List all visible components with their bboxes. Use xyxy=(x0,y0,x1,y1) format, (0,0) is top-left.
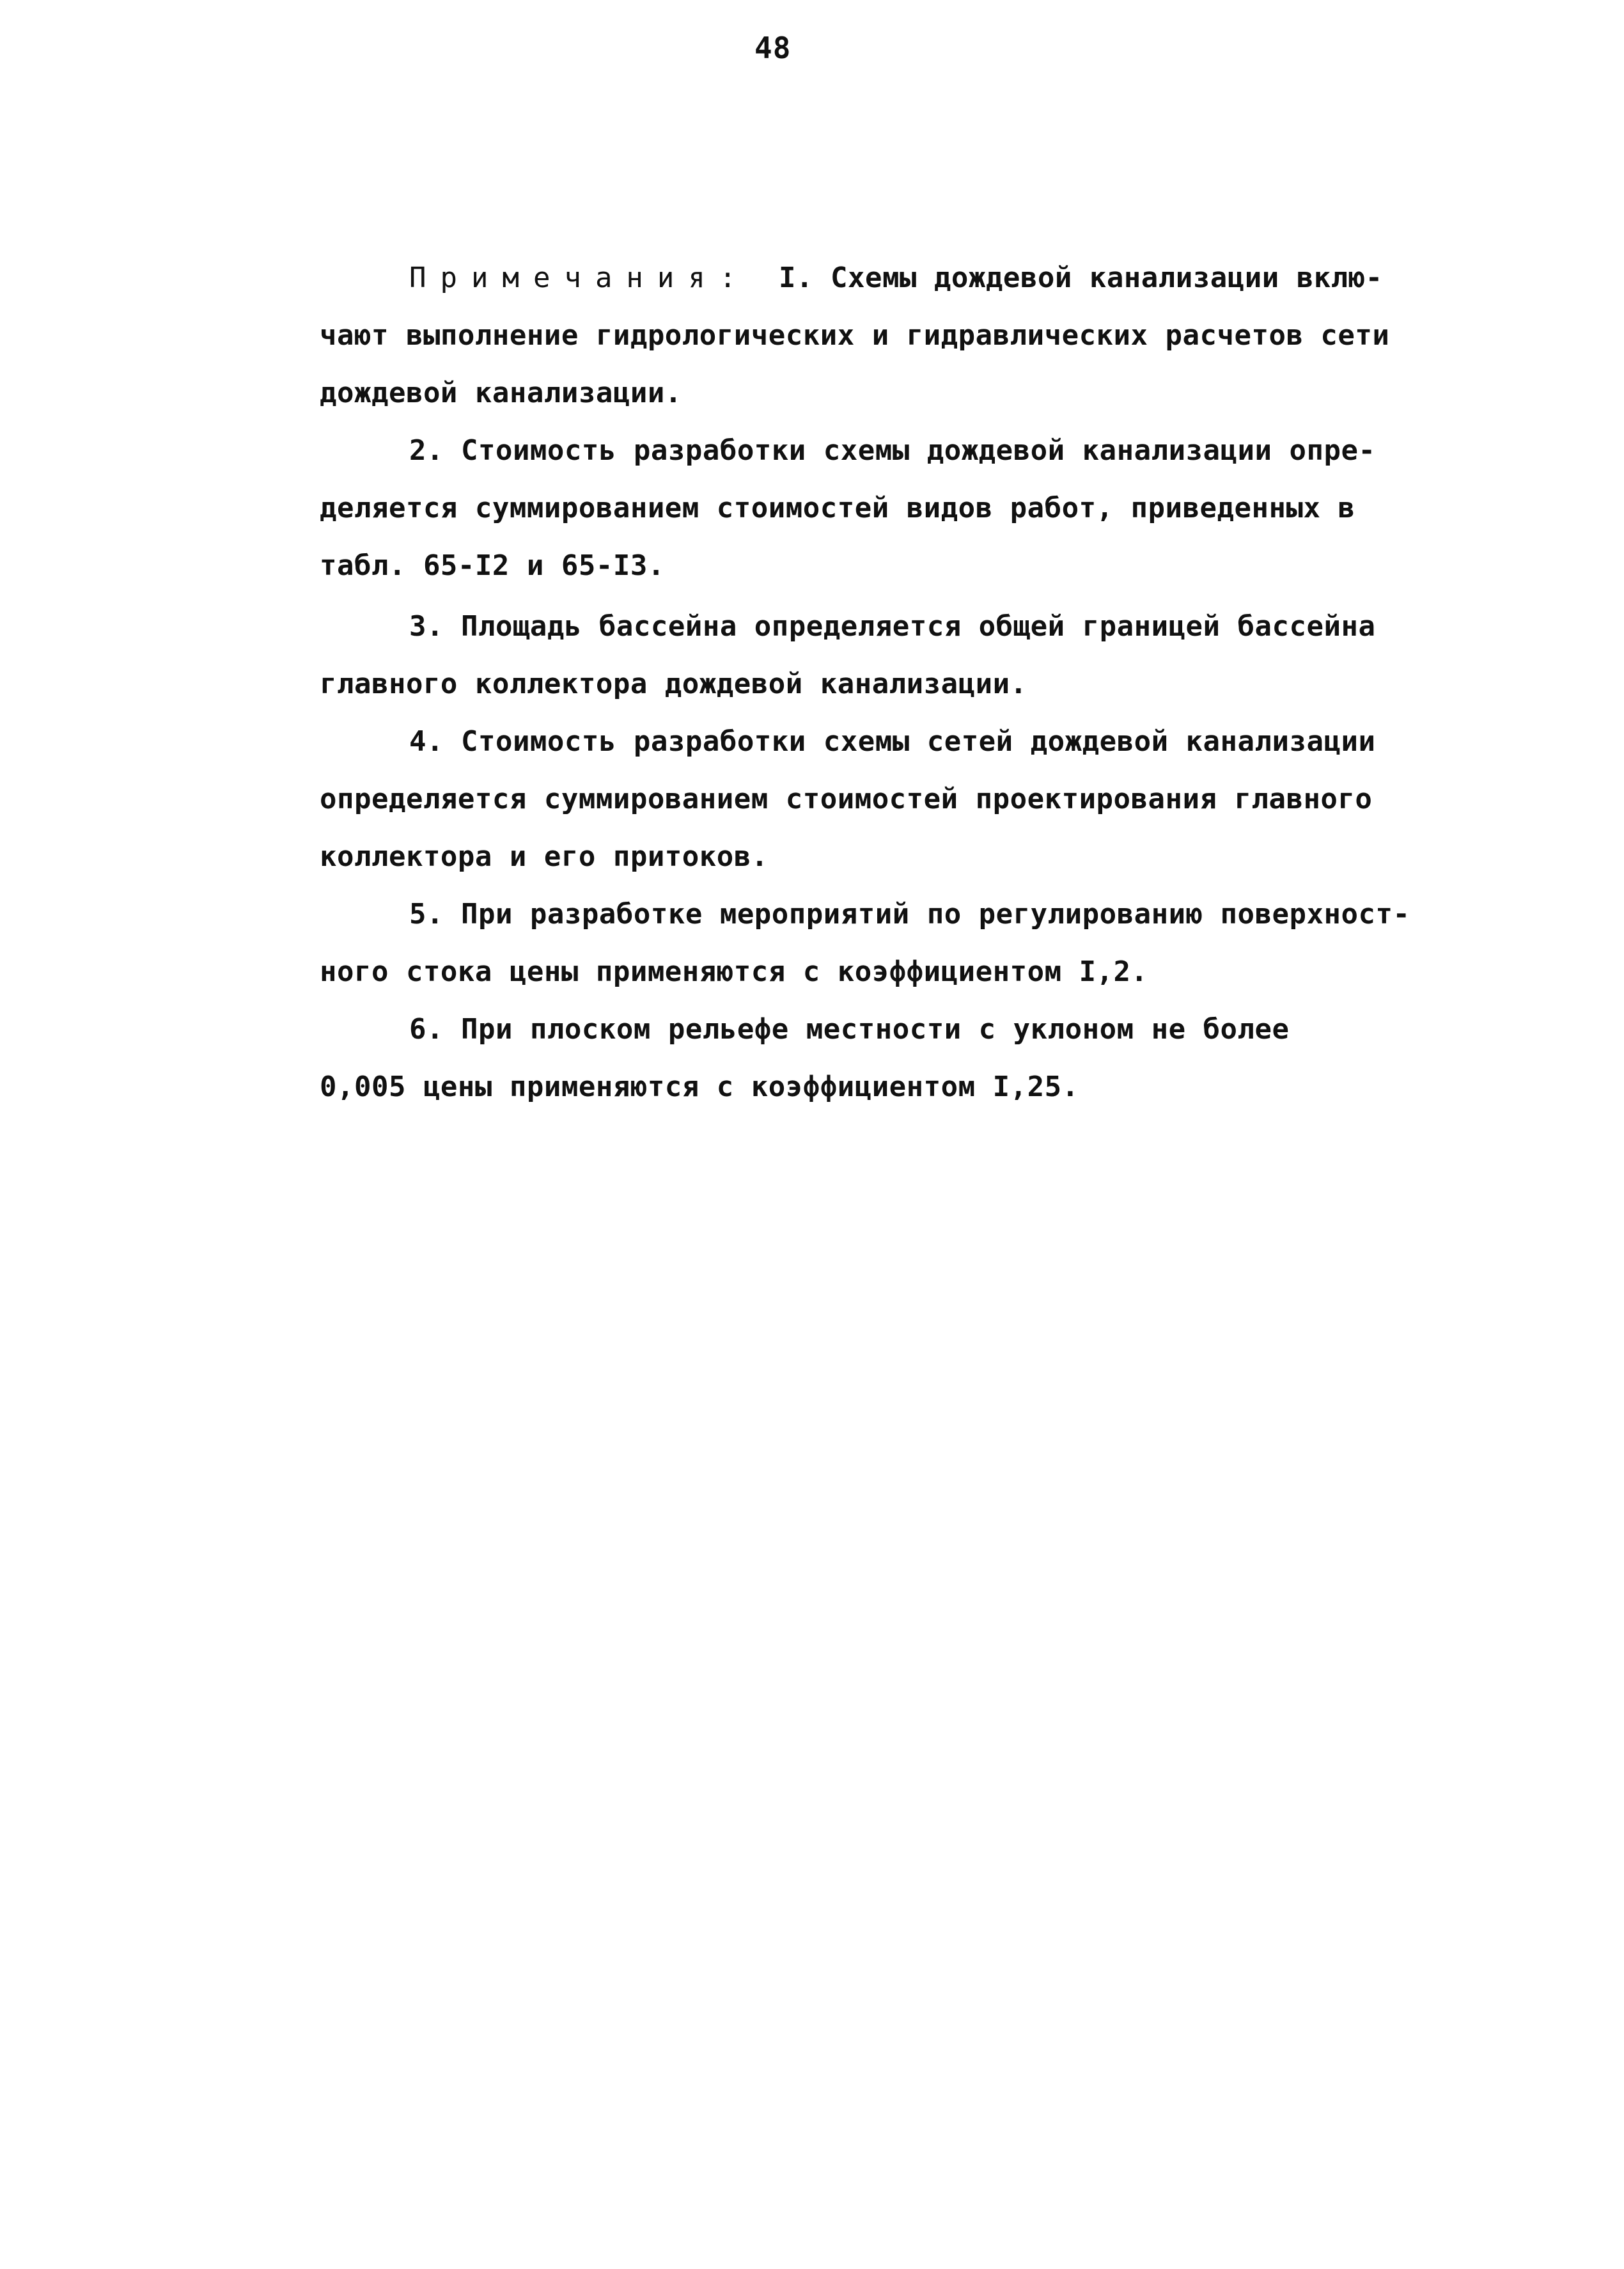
note-line: коллектора и его притоков. xyxy=(320,840,769,873)
note-line: 5. При разработке мероприятий по регулированию поверхност- xyxy=(409,898,1410,930)
note-line: 4. Стоимость разработки схемы сетей дождевой канализации xyxy=(409,725,1376,758)
page-number: 48 xyxy=(754,31,792,65)
note-line: 6. При плоском рельефе местности с уклоном не более xyxy=(409,1013,1290,1046)
note-line: чают выполнение гидрологических и гидравлических расчетов сети xyxy=(320,319,1390,352)
note-line: 2. Стоимость разработки схемы дождевой канализации опре- xyxy=(409,434,1376,467)
note-line: главного коллектора дождевой канализации. xyxy=(320,668,1027,700)
notes-heading: Примечания: xyxy=(409,262,751,294)
note-line: деляется суммированием стоимостей видов работ, приведенных в xyxy=(320,492,1355,524)
note-line: I. Схемы дождевой канализации вклю- xyxy=(779,262,1383,294)
note-line: 0,005 цены применяются с коэффициентом I,25. xyxy=(320,1071,1079,1103)
note-line: дождевой канализации. xyxy=(320,377,682,409)
note-line: 3. Площадь бассейна определяется общей границей бассейна xyxy=(409,610,1376,643)
note-line: ного стока цены применяются с коэффициентом I,2. xyxy=(320,955,1148,988)
note-line: определяется суммированием стоимостей проектирования главного xyxy=(320,783,1373,815)
note-line: табл. 65-I2 и 65-I3. xyxy=(320,549,665,582)
